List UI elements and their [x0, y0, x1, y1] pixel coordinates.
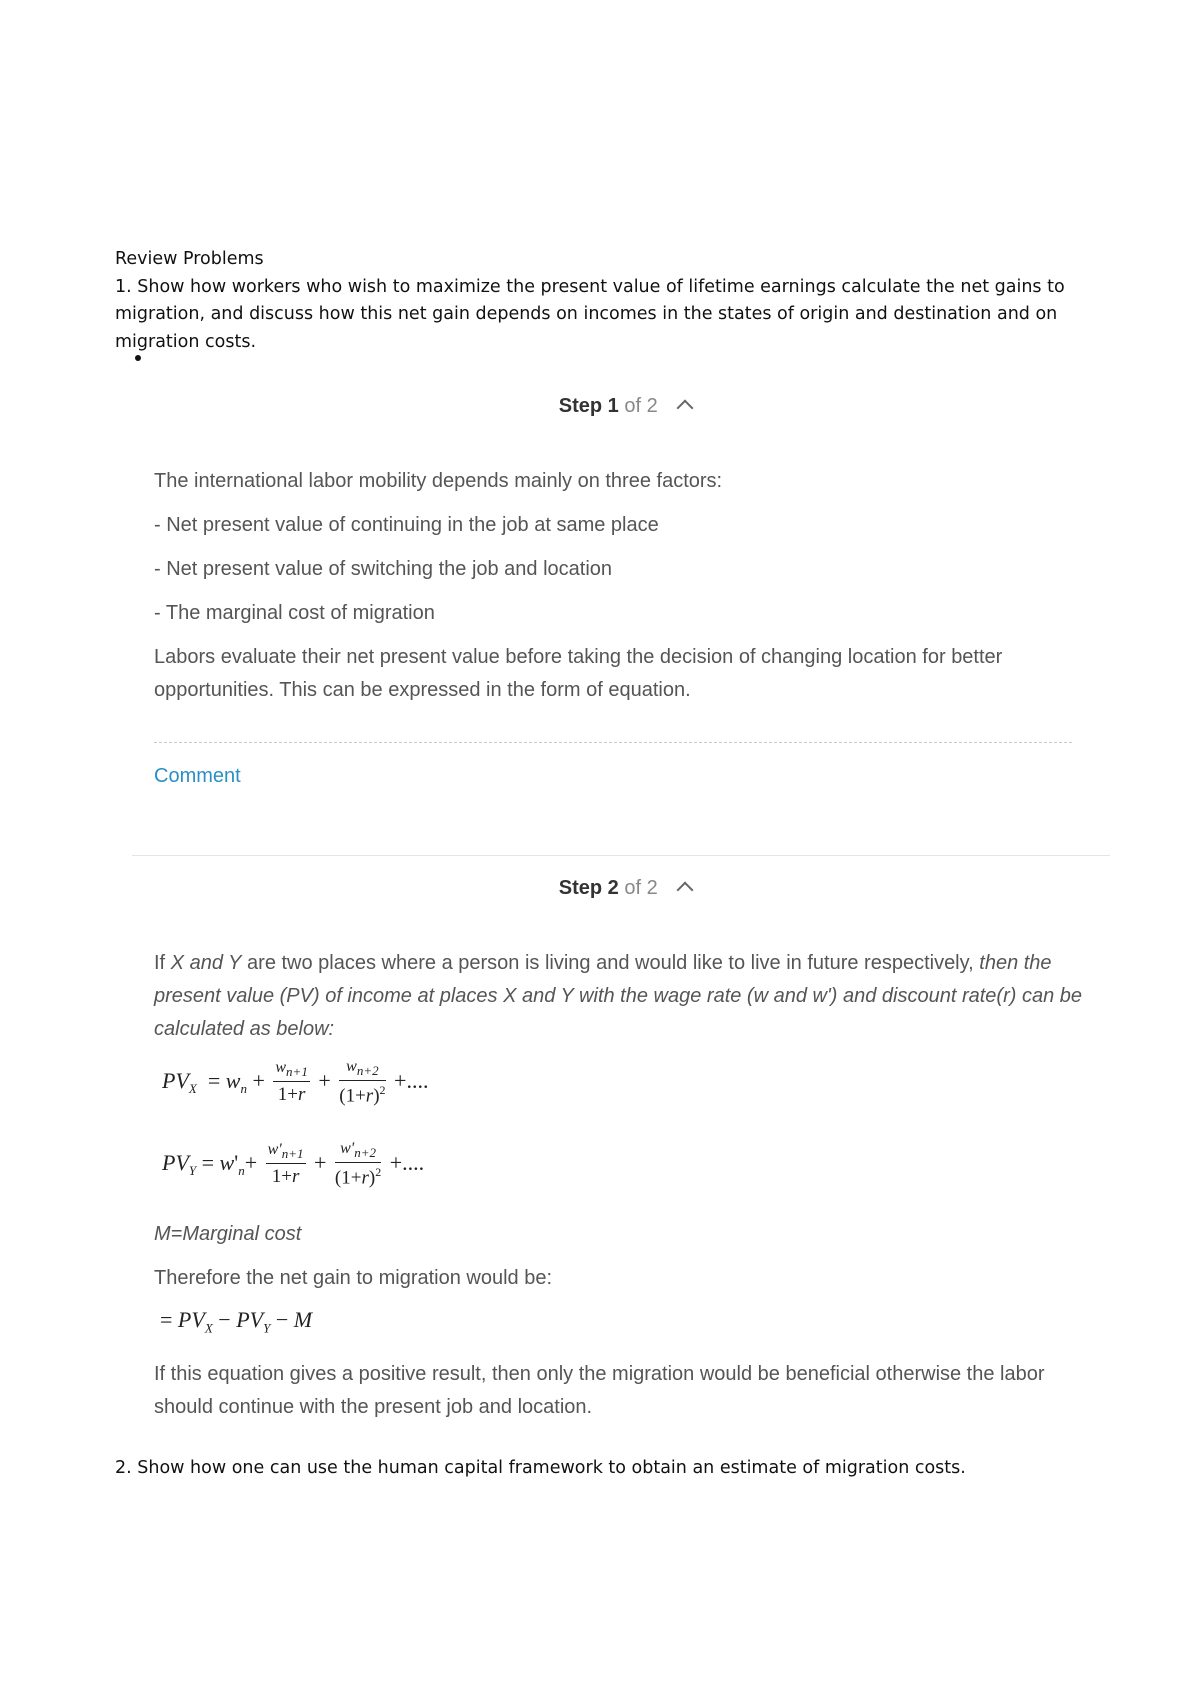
intro-places: X and Y [170, 952, 242, 974]
step-1-intro: The international labor mobility depends mainly on three factors: [154, 470, 723, 492]
equation-pv-y: $PV_Y = w'_n+$ $\frac{w'_{n+1}}{1+r}$ + $\frac{w'_{n+2}}{(1+r)^2}$ +.... [162, 1140, 425, 1189]
step-2-label: Step 2 [558, 877, 619, 899]
question-1: 1. Show how workers who wish to maximize the present value of lifetime earnings calculate the net gains to migration, and discuss how this net gain depends on incomes in the states of origin and destination and on migration costs. [115, 276, 1065, 352]
step-1-conclusion: Labors evaluate their net present value before taking the decision of changing location for better opportunities. This can be expressed in the form of equation. [154, 646, 1003, 701]
closing-text: If this equation gives a positive result, then only the migration would be beneficial otherwise the labor should continue with the present job and location. [154, 1363, 1045, 1418]
factor-item: - The marginal cost of migration [154, 602, 435, 624]
step-2-header[interactable] [130, 877, 1120, 900]
step-1-of: of 2 [624, 395, 658, 417]
factor-item: - Net present value of continuing in the job at same place [154, 514, 659, 536]
step-divider [132, 855, 1110, 856]
step-1-header[interactable] [130, 395, 1120, 418]
bullet-point [135, 355, 141, 361]
net-gain-text: Therefore the net gain to migration would be: [154, 1267, 553, 1289]
dashed-divider [154, 742, 1072, 743]
factor-item: - Net present value of switching the job and location [154, 558, 613, 580]
intro-text: are two places where a person is living and would like to live in future respectively, [241, 952, 980, 974]
chevron-up-icon[interactable] [677, 400, 694, 417]
intro-text: then the present value (PV) of income at places X and Y with the wage rate (w and w') and discount rate(r) can be calculated as below: [154, 952, 1083, 1040]
step-2-intro [154, 947, 1084, 1057]
chevron-up-icon[interactable] [677, 882, 694, 899]
section-title: Review Problems [115, 249, 264, 269]
step-2-closing [154, 1358, 1084, 1435]
marginal-cost-definition: M=Marginal cost [154, 1223, 302, 1245]
step-2-of: of 2 [624, 877, 658, 899]
equation-pv-x: $PV_X = w_n$ + $\frac{w_{n+1}}{1+r}$ + $\frac{w_{n+2}}{(1+r)^2}$ +.... [162, 1058, 429, 1107]
equation-net-gain: = $PV_X - PV_Y - M$ [160, 1307, 313, 1336]
step-1-body [154, 465, 1084, 718]
question-2: 2. Show how one can use the human capital framework to obtain an estimate of migration costs. [115, 1458, 966, 1478]
step-1-label: Step 1 [558, 395, 619, 417]
intro-text: If [154, 952, 171, 974]
comment-link[interactable]: Comment [154, 765, 241, 787]
step-2-body [154, 1218, 1084, 1306]
document-text [115, 246, 1105, 356]
